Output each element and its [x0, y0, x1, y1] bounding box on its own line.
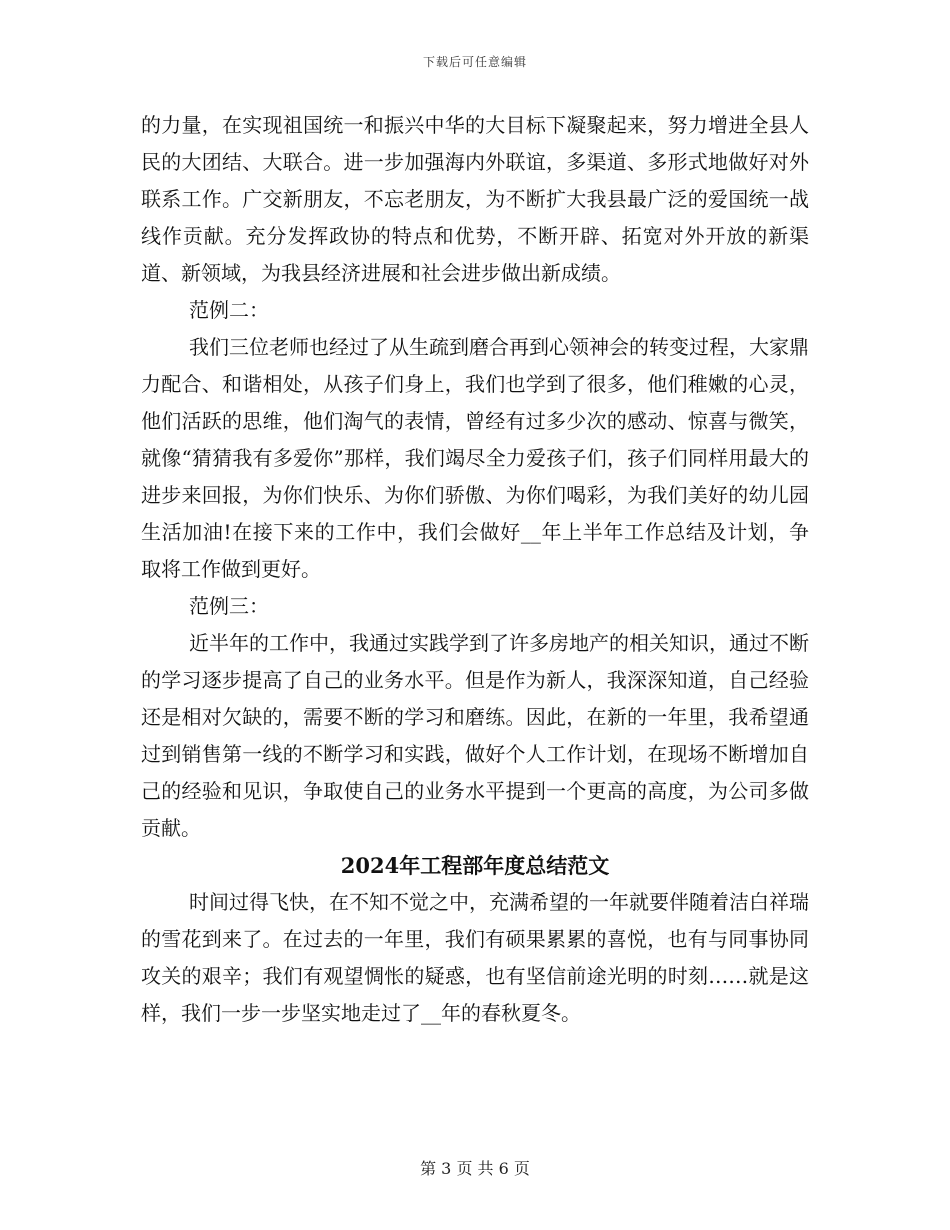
paragraph-4: 时间过得飞快，在不知不觉之中，充满希望的一年就要伴随着洁白祥瑞的雪花到来了。在过去的一年里，我们有硕果累累的喜悦，也有与同事协同攻关的艰辛；我们有观望惆怅的疑惑，也有坚信前途光明的时刻……就是这样，我们一步一步坚实地走过了__年的春秋夏冬。 [141, 890, 809, 1025]
paragraph-1: 的力量，在实现祖国统一和振兴中华的大目标下凝聚起来，努力增进全县人民的大团结、大联合。进一步加强海内外联谊，多渠道、多形式地做好对外联系工作。广交新朋友，不忘老朋友，为不断扩大我县最广泛的爱国统一战线作贡献。充分发挥政协的特点和优势，不断开辟、拓宽对外开放的新渠道、新领域，为我县经济进展和社会进步做出新成绩。 [141, 113, 809, 285]
section-heading: 2024年工程部年度总结范文 [340, 853, 610, 878]
paragraph-3: 近半年的工作中，我通过实践学到了许多房地产的相关知识，通过不断的学习逐步提高了自己的业务水平。但是作为新人，我深深知道，自己经验还是相对欠缺的，需要不断的学习和磨练。因此，在新的一年里，我希望通过到销售第一线的不断学习和实践，做好个人工作计划，在现场不断增加自己的经验和见识，争取使自己的业务水平提到一个更高的高度，为公司多做贡献。 [141, 631, 809, 840]
example-3-label: 范例三： [189, 594, 269, 618]
document-body [141, 107, 809, 1032]
page-number: 第 3 页 共 6 页 [420, 1159, 530, 1178]
paragraph-2: 我们三位老师也经过了从生疏到磨合再到心领神会的转变过程，大家鼎力配合、和谐相处，从孩子们身上，我们也学到了很多，他们稚嫩的心灵，他们活跃的思维，他们淘气的表情，曾经有过多少次的感动、惊喜与微笑，就像“猜猜我有多爱你”那样，我们竭尽全力爱孩子们，孩子们同样用最大的进步来回报，为你们快乐、为你们骄傲、为你们喝彩，为我们美好的幼儿园生活加油!在接下来的工作中，我们会做好__年上半年工作总结及计划，争取将工作做到更好。 [141, 335, 809, 581]
header-note: 下载后可任意编辑 [422, 55, 527, 69]
example-2-label: 范例二： [189, 298, 269, 322]
